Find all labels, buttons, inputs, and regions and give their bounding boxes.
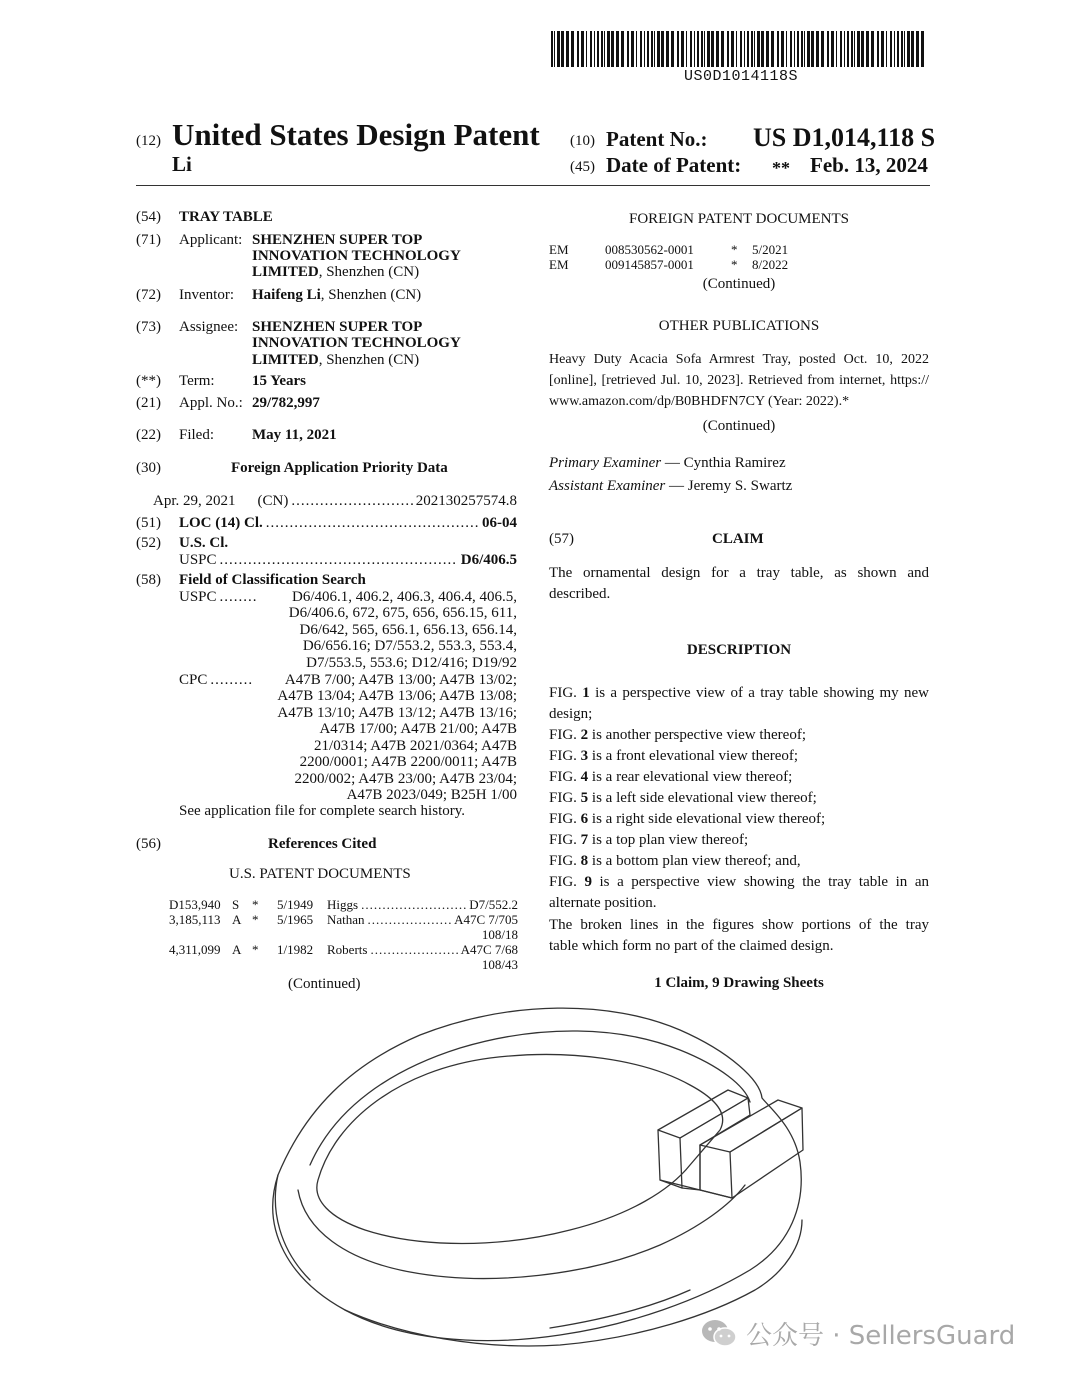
barcode-bar (831, 31, 834, 67)
barcode-bar (731, 31, 734, 67)
term-value: 15 Years (252, 373, 307, 389)
broken-lines-note: table which form no part of the claimed design. (549, 938, 834, 954)
barcode-bar (857, 31, 860, 67)
figure-description-line: design; (549, 706, 593, 722)
date-label: Date of Patent: (606, 153, 742, 177)
reference-row: 3,185,113 A * 5/1965 Nathan ..... A47C 7/705 108/18 (169, 912, 518, 944)
barcode-bar (671, 31, 674, 67)
field-cpc-line: A47B 2023/049; B25H 1/00 (346, 787, 517, 803)
barcode-bar (854, 31, 855, 67)
foreign-patent-documents-title: FOREIGN PATENT DOCUMENTS (628, 211, 850, 227)
filed-value: May 11, 2021 (252, 427, 337, 443)
title-of-design: TRAY TABLE (179, 209, 273, 225)
barcode-bar (736, 31, 737, 67)
barcode-bar (881, 31, 884, 67)
figure-description-line: alternate position. (549, 895, 657, 911)
barcode-bar (561, 31, 564, 67)
barcode-bar (790, 31, 792, 67)
date-mark: ** (772, 158, 790, 178)
code-72: (72) (136, 287, 161, 303)
watermark: 公众号 · SellersGuard (700, 1316, 1015, 1350)
barcode-bar (897, 31, 899, 67)
assignee-label: Assignee: (179, 319, 239, 335)
barcode-bar (886, 31, 887, 67)
tray-rim-ring (310, 1031, 750, 1165)
barcode-bar (751, 31, 753, 67)
field-cpc-line: 2200/002; A47B 23/00; A47B 23/04; (294, 771, 517, 787)
field-cpc-line: A47B 13/10; A47B 13/12; A47B 13/16; (277, 705, 517, 721)
tray-outer-rim (273, 1008, 801, 1340)
barcode-bar (794, 31, 795, 67)
assignee-line: INNOVATION TECHNOLOGY (252, 335, 461, 351)
code-56: (56) (136, 836, 161, 852)
barcode-bar (836, 31, 837, 67)
barcode-bar (616, 31, 619, 67)
barcode-bar (807, 31, 810, 67)
primary-examiner: Primary Examiner — Cynthia Ramirez (549, 455, 786, 471)
code-51: (51) (136, 515, 161, 531)
references-continued: (Continued) (288, 976, 361, 992)
barcode-bar (727, 31, 729, 67)
uspc-row: USPC ..... D6/406.5 (179, 552, 517, 569)
barcode-bar (607, 31, 610, 67)
barcode-bar (577, 31, 579, 67)
appl-no-value: 29/782,997 (252, 395, 320, 411)
tray-inner-surface (317, 1054, 723, 1243)
barcode-bar (647, 31, 649, 67)
barcode-bar (586, 31, 587, 67)
barcode-bar (657, 31, 660, 67)
figure-description-line: FIG. 2 is another perspective view thereof; (549, 727, 807, 743)
header-rule (136, 185, 930, 186)
field-cpc-line: A47B 13/04; A47B 13/06; A47B 13/08; (277, 688, 517, 704)
us-cl-label: U.S. Cl. (179, 535, 229, 551)
code-30: (30) (136, 460, 161, 476)
slot-block-left-front (658, 1130, 682, 1188)
barcode-bar (551, 31, 553, 67)
inventor-surname: Li (172, 152, 192, 176)
other-publication-line: [online], [retrieved Jul. 10, 2023]. Retrieved from internet, https:// (549, 373, 929, 388)
field-uspc-line: D6/406.6, 672, 675, 656, 656.15, 611, (288, 605, 517, 621)
barcode (551, 31, 931, 67)
barcode-bar (701, 31, 703, 67)
barcode-bar (761, 31, 764, 67)
applicant-line: SHENZHEN SUPER TOP (252, 232, 423, 248)
barcode-bar (654, 31, 655, 67)
barcode-number: US0D1014118S (683, 68, 799, 85)
barcode-bar (840, 31, 842, 67)
barcode-bar (916, 31, 919, 67)
description-title: DESCRIPTION (686, 642, 792, 658)
us-patent-documents-title: U.S. PATENT DOCUMENTS (229, 866, 411, 882)
barcode-bar (921, 31, 924, 67)
code-73: (73) (136, 319, 161, 335)
code-45: (45) (570, 159, 595, 175)
filed-label: Filed: (179, 427, 215, 443)
barcode-bar (697, 31, 699, 67)
references-cited-title: References Cited (268, 836, 377, 852)
code-54: (54) (136, 209, 161, 225)
assignee-line: SHENZHEN SUPER TOP (252, 319, 423, 335)
barcode-bar (904, 31, 905, 67)
barcode-bar (747, 31, 749, 67)
loc-class-row: LOC (14) Cl. ..... 06-04 (179, 515, 517, 532)
code-term: (**) (136, 373, 161, 389)
field-cpc-line: 2200/0001; A47B 2200/0011; A47B (299, 754, 517, 770)
applicant-label: Applicant: (179, 232, 243, 248)
code-58: (58) (136, 572, 161, 588)
claim-text: The ornamental design for a tray table, as shown and (549, 565, 929, 581)
field-uspc-line: D6/642, 565, 656.1, 656.13, 656.14, (299, 622, 517, 638)
priority-data-row: Apr. 29, 2021 (CN) ..... 202130257574.8 (153, 493, 517, 510)
applicant-line: INNOVATION TECHNOLOGY (252, 248, 461, 264)
barcode-bar (781, 31, 784, 67)
barcode-bar (786, 31, 787, 67)
code-21: (21) (136, 395, 161, 411)
reference-row: D153,940 S * 5/1949 Higgs ..... D7/552.2 (169, 897, 518, 929)
slot-block-edge (660, 1180, 732, 1198)
barcode-bar (801, 31, 803, 67)
document-title: United States Design Patent (172, 117, 540, 152)
assistant-examiner: Assistant Examiner — Jeremy S. Swartz (549, 478, 793, 494)
barcode-bar (554, 31, 555, 67)
barcode-bar (601, 31, 603, 67)
barcode-bar (907, 31, 910, 67)
barcode-bar (804, 31, 805, 67)
barcode-bar (851, 31, 853, 67)
barcode-bar (557, 31, 560, 67)
barcode-bar (844, 31, 845, 67)
barcode-bar (821, 31, 824, 67)
barcode-bar (631, 31, 634, 67)
barcode-bar (894, 31, 895, 67)
barcode-bar (866, 31, 869, 67)
barcode-bar (597, 31, 599, 67)
other-publication-line: Heavy Duty Acacia Sofa Armrest Tray, posted Oct. 10, 2022 (549, 352, 929, 367)
barcode-bar (594, 31, 595, 67)
barcode-bar (651, 31, 653, 67)
barcode-bar (771, 31, 774, 67)
patent-number: US D1,014,118 S (753, 123, 936, 152)
field-search-title: Field of Classification Search (179, 572, 366, 588)
barcode-bar (811, 31, 814, 67)
figure-description-line: FIG. 9 is a perspective view showing the tray table in an (549, 874, 930, 890)
field-uspc-line: D6/656.16; D7/553.2, 553.3, 553.4, (302, 638, 517, 654)
figure-description-line: FIG. 3 is a front elevational view thereof; (549, 748, 799, 764)
barcode-bar (757, 31, 760, 67)
barcode-bar (847, 31, 849, 67)
barcode-bar (871, 31, 874, 67)
figure-description-line: FIG. 8 is a bottom plan view thereof; and, (549, 853, 801, 869)
barcode-bar (740, 31, 742, 67)
patent-no-label: Patent No.: (606, 127, 708, 151)
code-71: (71) (136, 232, 161, 248)
foreign-continued: (Continued) (702, 276, 776, 292)
claim-text: described. (549, 586, 611, 602)
barcode-bar (766, 31, 769, 67)
assignee-line: LIMITED, Shenzhen (CN) (252, 352, 420, 368)
figure-description-line: FIG. 6 is a right side elevational view thereof; (549, 811, 826, 827)
tray-inner-rim (298, 1185, 745, 1278)
search-history-note: See application file for complete search history. (179, 803, 466, 819)
figure-description-line: FIG. 4 is a rear elevational view thereof; (549, 769, 793, 785)
claims-sheets-summary: 1 Claim, 9 Drawing Sheets (654, 975, 824, 991)
barcode-bar (611, 31, 614, 67)
barcode-bar (677, 31, 679, 67)
barcode-bar (566, 31, 569, 67)
barcode-bar (744, 31, 745, 67)
barcode-bar (716, 31, 719, 67)
barcode-bar (666, 31, 669, 67)
barcode-bar (754, 31, 755, 67)
code-57: (57) (549, 531, 574, 547)
code-12: (12) (136, 133, 161, 149)
barcode-bar (636, 31, 637, 67)
applicant-line: LIMITED, Shenzhen (CN) (252, 264, 420, 280)
barcode-bar (694, 31, 695, 67)
barcode-bar (690, 31, 692, 67)
inventor-label: Inventor: (179, 287, 234, 303)
date-of-patent: Feb. 13, 2024 (810, 153, 928, 177)
barcode-bar (777, 31, 779, 67)
term-label: Term: (179, 373, 215, 389)
other-continued: (Continued) (702, 418, 776, 434)
barcode-bar (686, 31, 687, 67)
other-publications-title: OTHER PUBLICATIONS (658, 318, 820, 334)
barcode-bar (704, 31, 705, 67)
broken-lines-note: The broken lines in the figures show portions of the tray (549, 917, 929, 933)
figure-description-line: FIG. 7 is a top plan view thereof; (549, 832, 749, 848)
barcode-bar (627, 31, 629, 67)
code-52: (52) (136, 535, 161, 551)
barcode-bar (797, 31, 799, 67)
field-cpc-first: CPC ..... A47B 7/00; A47B 13/00; A47B 13/02; (179, 672, 517, 689)
other-publication-line: www.amazon.com/dp/B0BHDFN7CY (Year: 2022).* (549, 394, 850, 409)
barcode-bar (640, 31, 642, 67)
priority-data-title: Foreign Application Priority Data (231, 460, 448, 476)
barcode-bar (721, 31, 724, 67)
barcode-bar (901, 31, 903, 67)
inventor-value: Haifeng Li, Shenzhen (CN) (252, 287, 422, 303)
barcode-bar (877, 31, 879, 67)
figure-description-line: FIG. 1 is a perspective view of a tray table showing my new (549, 685, 929, 701)
slot-block-right-top (700, 1100, 802, 1152)
barcode-bar (681, 31, 684, 67)
claim-title: CLAIM (712, 531, 764, 547)
field-cpc-line: A47B 17/00; A47B 21/00; A47B (319, 721, 517, 737)
barcode-bar (661, 31, 664, 67)
reference-row: 4,311,099 A * 1/1982 Roberts ..... A47C 7/68 108/43 (169, 942, 518, 974)
field-uspc-first: USPC ..... D6/406.1, 406.2, 406.3, 406.4, 406.5, (179, 589, 517, 606)
barcode-bar (644, 31, 645, 67)
barcode-bar (581, 31, 584, 67)
wechat-icon (700, 1318, 738, 1348)
barcode-bar (911, 31, 914, 67)
code-22: (22) (136, 427, 161, 443)
code-10: (10) (570, 133, 595, 149)
field-uspc-line: D7/553.5, 553.6; D12/416; D19/92 (306, 655, 517, 671)
barcode-bar (816, 31, 819, 67)
barcode-bar (707, 31, 710, 67)
barcode-bar (890, 31, 892, 67)
barcode-bar (604, 31, 605, 67)
tray-side-edge (275, 1175, 310, 1280)
barcode-bar (861, 31, 864, 67)
barcode-bar (590, 31, 592, 67)
barcode-bar (571, 31, 574, 67)
barcode-bar (827, 31, 829, 67)
figure-description-line: FIG. 5 is a left side elevational view thereof; (549, 790, 817, 806)
slot-block-right-front (700, 1145, 732, 1198)
barcode-bar (711, 31, 714, 67)
slot-block-left-top (658, 1090, 748, 1138)
field-cpc-line: 21/0314; A47B 2021/0364; A47B (314, 738, 517, 754)
barcode-bar (621, 31, 624, 67)
appl-no-label: Appl. No.: (179, 395, 243, 411)
